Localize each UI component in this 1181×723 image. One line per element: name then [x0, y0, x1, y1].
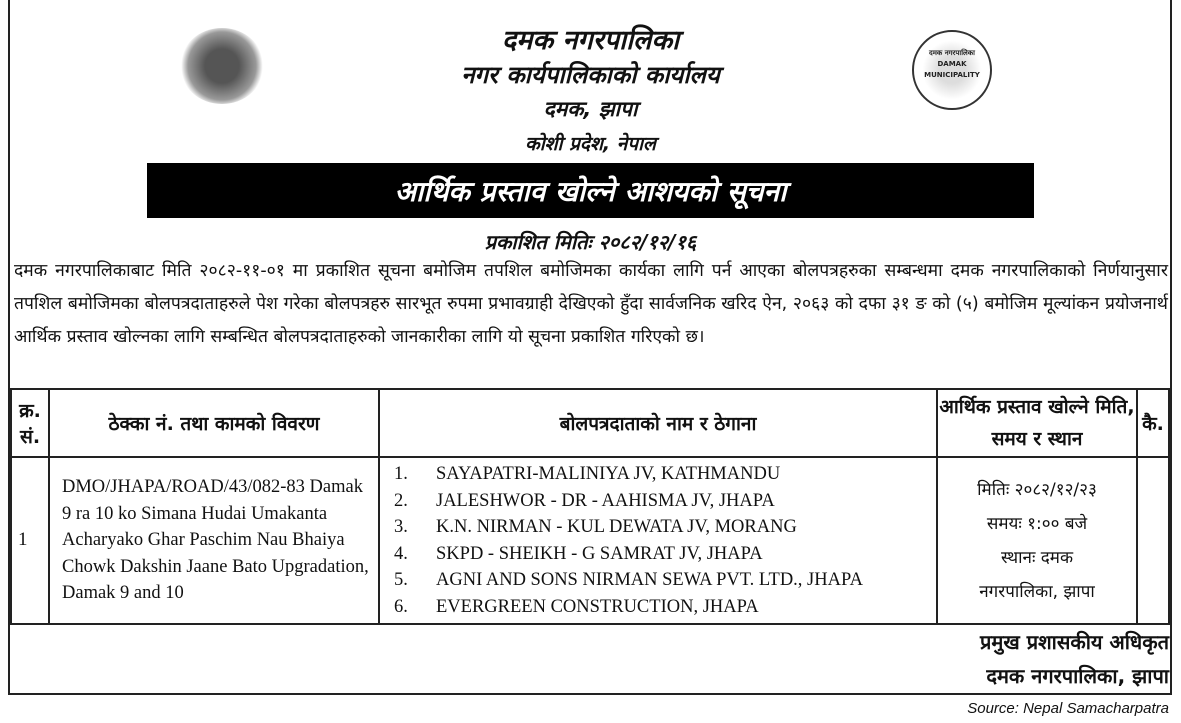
published-date: प्रकाशित मितिः २०८२/१२/१६: [484, 230, 697, 254]
cell-bidders: [379, 457, 937, 624]
opening-place-2: नगरपालिका, झापा: [979, 581, 1095, 602]
table-row: [11, 457, 1169, 624]
col-description: ठेक्का नं. तथा कामको विवरण: [49, 389, 379, 457]
office-name: नगर कार्यपालिकाको कार्यालय: [461, 61, 720, 89]
signature-office: दमक नगरपालिका, झापा: [986, 664, 1169, 688]
province: कोशी प्रदेश, नेपाल: [525, 133, 656, 155]
bidder-item: 6. EVERGREEN CONSTRUCTION, JHAPA: [394, 596, 759, 617]
logo-lettering: दमक नगरपालिका DAMAK MUNICIPALITY: [924, 49, 980, 79]
cell-sn: 1: [11, 457, 49, 624]
col-sn: क्र. सं.: [11, 389, 49, 457]
municipality-name: दमक नगरपालिका: [501, 25, 680, 56]
signature-title: प्रमुख प्रशासकीय अधिकृत: [980, 630, 1169, 654]
opening-date: मितिः २०८२/१२/२३: [977, 479, 1097, 500]
bid-table: [10, 388, 1170, 625]
bidder-item: 3. K.N. NIRMAN - KUL DEWATA JV, MORANG: [394, 517, 797, 537]
cell-description: DMO/JHAPA/ROAD/43/082-83 Damak 9 ra 10 ko Simana Hudai Umakanta Acharyako Ghar Paschim Nau Bhaiya Chowk Dakshin Jaane Bato Upgradation, Damak 9 and 10: [49, 457, 379, 624]
notice-title: आर्थिक प्रस्ताव खोल्ने आशयको सूचना: [147, 163, 1034, 218]
col-opening: आर्थिक प्रस्ताव खोल्ने मिति, समय र स्थान: [937, 389, 1137, 457]
cell-opening: [937, 457, 1137, 624]
table-header-row: [11, 389, 1169, 457]
source-credit: Source: Nepal Samacharpatra: [967, 700, 1169, 717]
col-bidders: बोलपत्रदाताको नाम र ठेगाना: [379, 389, 937, 457]
notice-paragraph: दमक नगरपालिकाबाट मिति २०८२-११-०१ मा प्रकाशित सूचना बमोजिम तपशिल बमोजिमका कार्यका लागि पर्न आएका बोलपत्रहरुका सम्बन्धमा दमक नगरपालिकाको निर्णयानुसार तपशिल बमोजिमका बोलपत्रदाताहरुले पेश गरेका बोलपत्रहरु सारभूत रुपमा प्रभावग्राही देखिएको हुँदा सार्वजनिक खरिद ऐन, २०६३ को दफा ३१ ङ को (५) बमोजिम मूल्यांकन प्रयोजनार्थ आर्थिक प्रस्ताव खोल्नका लागि सम्बन्धित बोलपत्रदाताहरुको जानकारीका लागि यो सूचना प्रकाशित गरिएको छ।: [14, 261, 1168, 347]
opening-time: समयः १:०० बजे: [986, 513, 1088, 534]
bidder-item: 4. SKPD - SHEIKH - G SAMRAT JV, JHAPA: [394, 543, 763, 564]
office-address: दमक, झापा: [543, 97, 638, 121]
opening-place: स्थानः दमक: [1000, 547, 1074, 568]
bidder-item: 1. SAYAPATRI-MALINIYA JV, KATHMANDU: [394, 464, 781, 484]
col-remarks: कै.: [1137, 389, 1169, 457]
cell-remarks: [1137, 457, 1169, 624]
bidder-item: 5. AGNI AND SONS NIRMAN SEWA PVT. LTD., JHAPA: [394, 570, 863, 590]
bidder-item: 2. JALESHWOR - DR - AAHISMA JV, JHAPA: [394, 490, 775, 511]
